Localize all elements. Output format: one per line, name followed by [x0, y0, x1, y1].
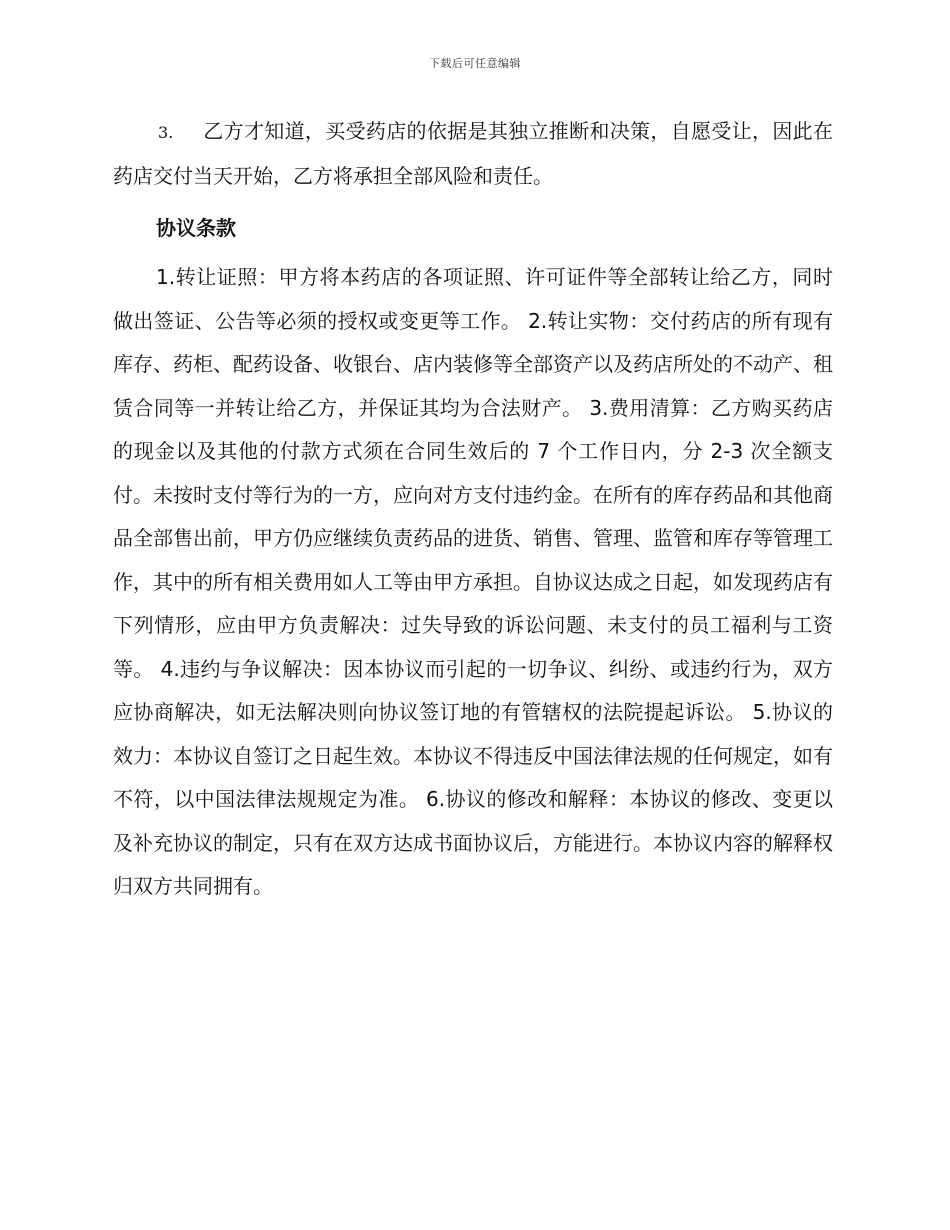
terms-paragraph: 1.转让证照：甲方将本药店的各项证照、许可证件等全部转让给乙方，同时做出签证、公告等必须的授权或变更等工作。 2.转让实物：交付药店的所有现有库存、药柜、配药设备、收银台、店内装修等全部资产以及药店所处的不动产、租赁合同等一并转让给乙方，并保证其均为合法财产。 3.费用清算：乙方购买药店的现金以及其他的付款方式须在合同生效后的 7 个工作日内，分 2-3 次全额支付。未按时支付等行为的一方，应向对方支付违约金。在所有的库存药品和其他商品全部售出前，甲方仍应继续负责药品的进货、销售、管理、监管和库存等管理工作，其中的所有相关费用如人工等由甲方承担。自协议达成之日起，如发现药店有下列情形，应由甲方负责解决：过失导致的诉讼问题、未支付的员工福利与工资等。 4.违约与争议解决：因本协议而引起的一切争议、纠纷、或违约行为，双方应协商解决，如无法解决则向协议签订地的有管辖权的法院提起诉讼。 5.协议的效力：本协议自签订之日起生效。本协议不得违反中国法律法规的任何规定，如有不符，以中国法律法规规定为准。 6.协议的修改和解释：本协议的修改、变更以及补充协议的制定，只有在双方达成书面协议后，方能进行。本协议内容的解释权归双方共同拥有。: [113, 265, 833, 898]
item-3-paragraph: [113, 110, 833, 198]
item-3-text: 乙方才知道，买受药店的依据是其独立推断和决策，自愿受让，因此在药店交付当天开始，乙方将承担全部风险和责任。: [113, 119, 833, 188]
document-body: [113, 110, 833, 909]
header-note: 下载后可任意编辑: [429, 57, 521, 70]
section-title: 协议条款: [156, 216, 236, 240]
item-3-number: 3.: [158, 123, 174, 142]
